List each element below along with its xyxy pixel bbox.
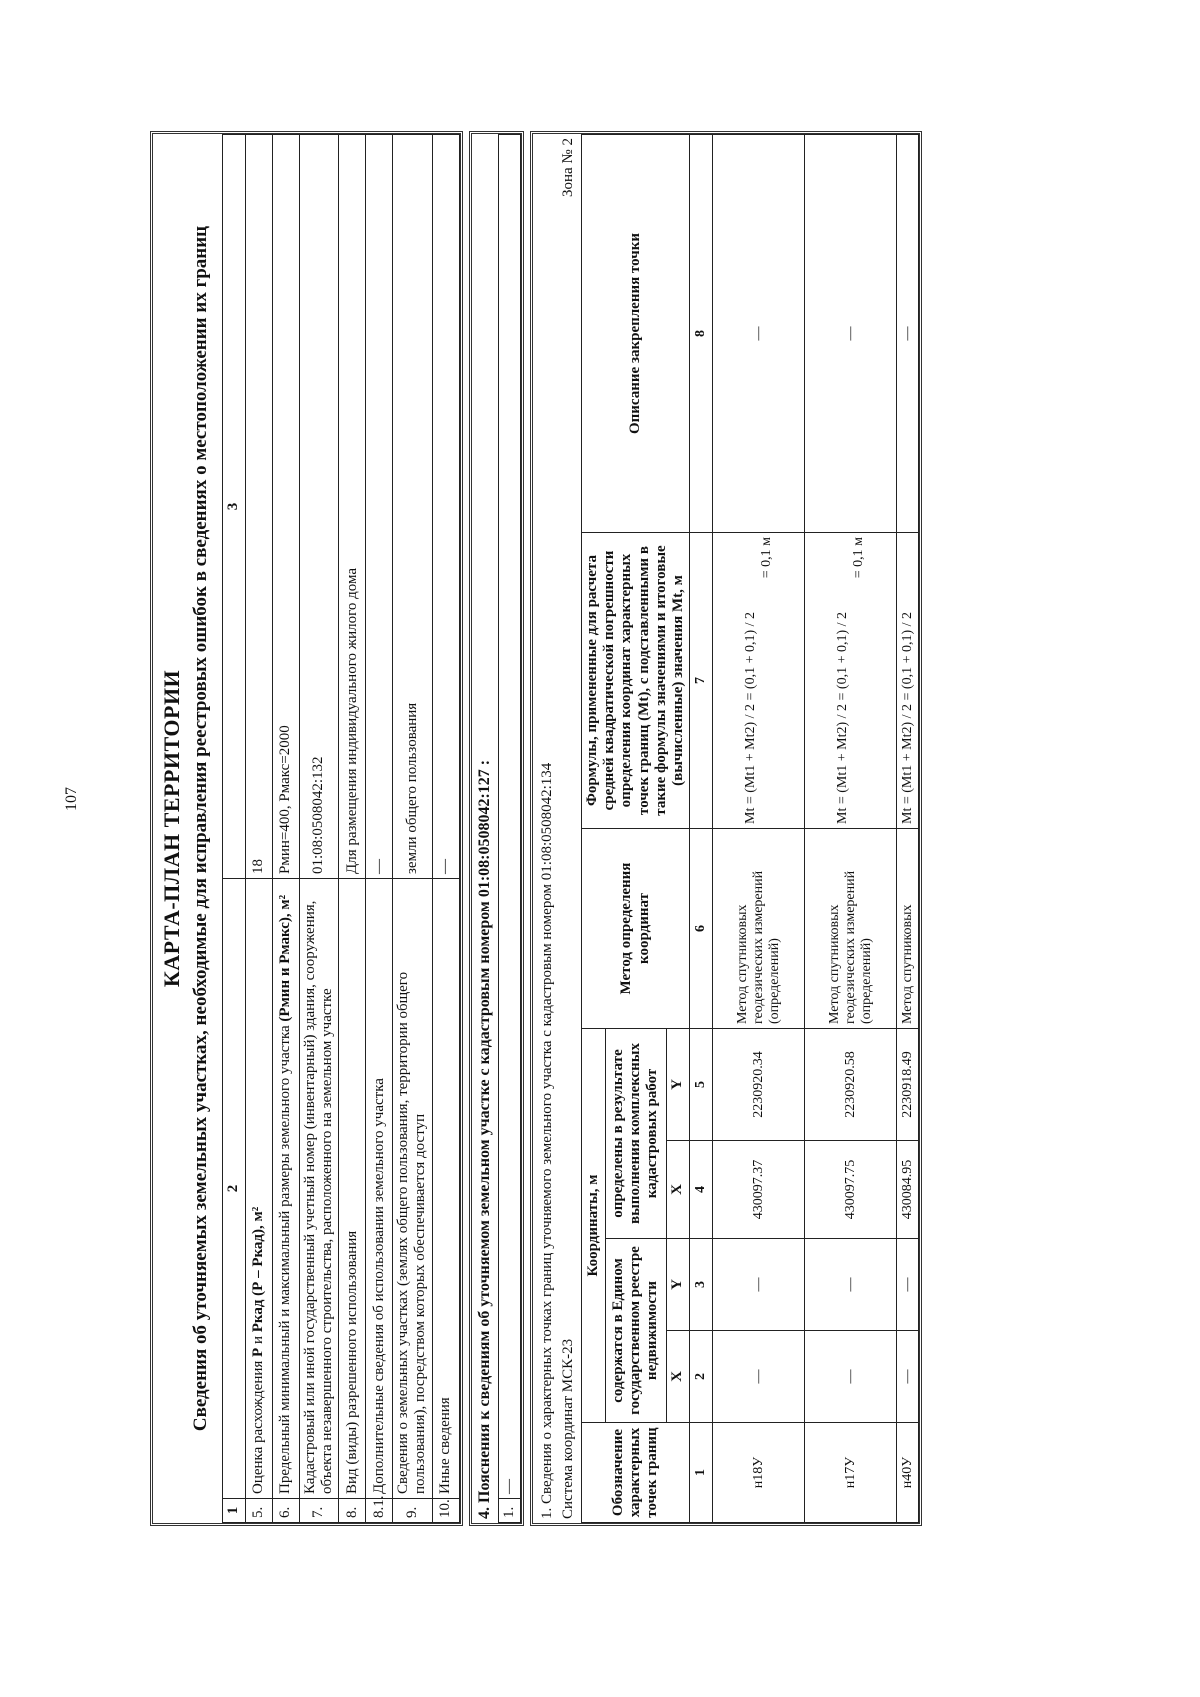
row-value: земли общего пользования [393,135,433,879]
parcel-info-table [222,134,460,1523]
table-row [245,135,272,1523]
header-point: Обозначение характерных точек границ [581,1423,690,1523]
formula-cell [805,533,897,829]
row-name: Кадастровый или иной государственный учетный номер (инвентарный) здания, сооружения, объекта незавершенного строительства, расположенного на земельном участке [299,879,339,1499]
header-y: Y [666,1239,690,1331]
row-number: 10. [432,1499,459,1523]
section-4-heading: 4. Пояснения к сведениям об уточняемом земельном участке с кадастровым номером 01:08:0508042:127 : [475,759,493,1519]
method: Метод спутниковых геодезических измерений (определений) [713,829,805,1029]
y-value: 2230920.34 [713,1029,805,1141]
x-egrn: — [897,1331,919,1423]
method: Метод спутниковых [897,829,919,1029]
header-x: X [666,1141,690,1239]
y-egrn: — [897,1239,919,1331]
column-number: 7 [690,533,713,829]
territory-plan-block [150,131,463,1526]
column-number: 6 [690,829,713,1029]
column-number: 3 [690,1239,713,1331]
table-row [393,135,433,1523]
row-value: — [366,135,393,879]
row-name: Вид (виды) разрешенного использования [339,879,366,1499]
section-1-heading: 1. Сведения о характерных точках границ уточняемого земельного участка с кадастровым номером 01:08:0508042:134 [538,762,555,1519]
x-egrn: — [805,1331,897,1423]
table-row [805,135,897,1523]
coordinate-system: Система координат МСК-23 [559,1338,576,1519]
header-coordinates: Координаты, м [581,1029,605,1423]
page-subtitle: Сведения об уточняемых земельных участках, необходимые для исправления реестровых ошибок в сведениях о местоположении их границ [190,225,211,1432]
y-value: 2230918.49 [897,1029,919,1141]
header-egrn: содержатся в Едином государственном реестре недвижимости [605,1239,666,1423]
column-number: 8 [690,135,713,533]
formula-cell [897,533,919,829]
row-name: Сведения о земельных участках (землях общего пользования, территории общего пользования), посредством которых обеспечивается доступ [393,879,433,1499]
point-name: н40У [897,1423,919,1523]
header-y: Y [666,1029,690,1141]
table-row [713,135,805,1523]
boundary-points-block [530,131,923,1526]
column-number: 4 [690,1141,713,1239]
row-number: 6. [272,1499,299,1523]
point-description: — [897,135,919,533]
row-value: — [498,135,520,1499]
column-number: 2 [690,1331,713,1423]
row-value: 01:08:0508042:132 [299,135,339,879]
formula-result: = 0,1 м [758,537,774,579]
method: Метод спутниковых геодезических измерений (определений) [805,829,897,1029]
header-method: Метод определения координат [581,829,690,1029]
table-row [366,135,393,1523]
point-name: н17У [805,1423,897,1523]
table-row [498,135,520,1523]
zone-label: Зона № 2 [559,138,576,198]
header-cell: 1 [222,1499,245,1523]
row-number: 5. [245,1499,272,1523]
table-row [299,135,339,1523]
row-value: Для размещения индивидуального жилого дома [339,135,366,879]
row-value: Рмин=400, Рмакс=2000 [272,135,299,879]
x-value: 430084.95 [897,1141,919,1239]
row-value: 18 [245,135,272,879]
row-number: 9. [393,1499,433,1523]
header-cell: 3 [222,135,245,879]
table-row [897,135,919,1523]
x-value: 430097.37 [713,1141,805,1239]
header-cell: 2 [222,879,245,1499]
row-name: Оценка расхождения Р и Ркад (Р – Ркад), м² [245,879,272,1499]
column-number: 5 [690,1029,713,1141]
row-number: 8. [339,1499,366,1523]
header-complex-works: определены в результате выполнения комплексных кадастровых работ [605,1029,666,1239]
header-description: Описание закрепления точки [581,135,690,533]
explanations-block [469,131,524,1526]
y-egrn: — [713,1239,805,1331]
row-number: 7. [299,1499,339,1523]
point-description: — [713,135,805,533]
point-name: н18У [713,1423,805,1523]
formula: Mt = (Mt1 + Mt2) / 2 = (0,1 + 0,1) / 2 [742,611,758,824]
y-value: 2230920.58 [805,1029,897,1141]
row-value: — [432,135,459,879]
row-name: Предельный минимальный и максимальный размеры земельного участка (Рмин и Рмакс), м² [272,879,299,1499]
row-name: Иные сведения [432,879,459,1499]
page-number: 107 [63,787,80,811]
formula: Mt = (Mt1 + Mt2) / 2 = (0,1 + 0,1) / 2 [899,611,915,824]
landscape-content [150,131,1065,1526]
x-egrn: — [713,1331,805,1423]
column-number: 1 [690,1423,713,1523]
formula-result: = 0,1 м [850,537,866,579]
point-description: — [805,135,897,533]
formula-cell [713,533,805,829]
y-egrn: — [805,1239,897,1331]
table-row [339,135,366,1523]
x-value: 430097.75 [805,1141,897,1239]
row-name: Дополнительные сведения об использовании земельного участка [366,879,393,1499]
table-header-row [222,135,245,1523]
header-x: X [666,1331,690,1423]
page-title: КАРТА-ПЛАН ТЕРРИТОРИИ [159,669,184,988]
table-row [432,135,459,1523]
explanations-table [498,134,521,1523]
table-header-row [581,135,605,1523]
row-number: 1. [498,1499,520,1523]
header-formula: Формулы, примененные для расчета средней квадратической погрешности определения координат характерных точек границ (Mt), с подставленными в такие формулы значениями и итоговые (вычисленные) значения Mt, м [581,533,690,829]
row-number: 8.1. [366,1499,393,1523]
formula: Mt = (Mt1 + Mt2) / 2 = (0,1 + 0,1) / 2 [834,611,850,824]
column-numbers-row [690,135,713,1523]
table-row [272,135,299,1523]
boundary-points-table [581,134,920,1523]
